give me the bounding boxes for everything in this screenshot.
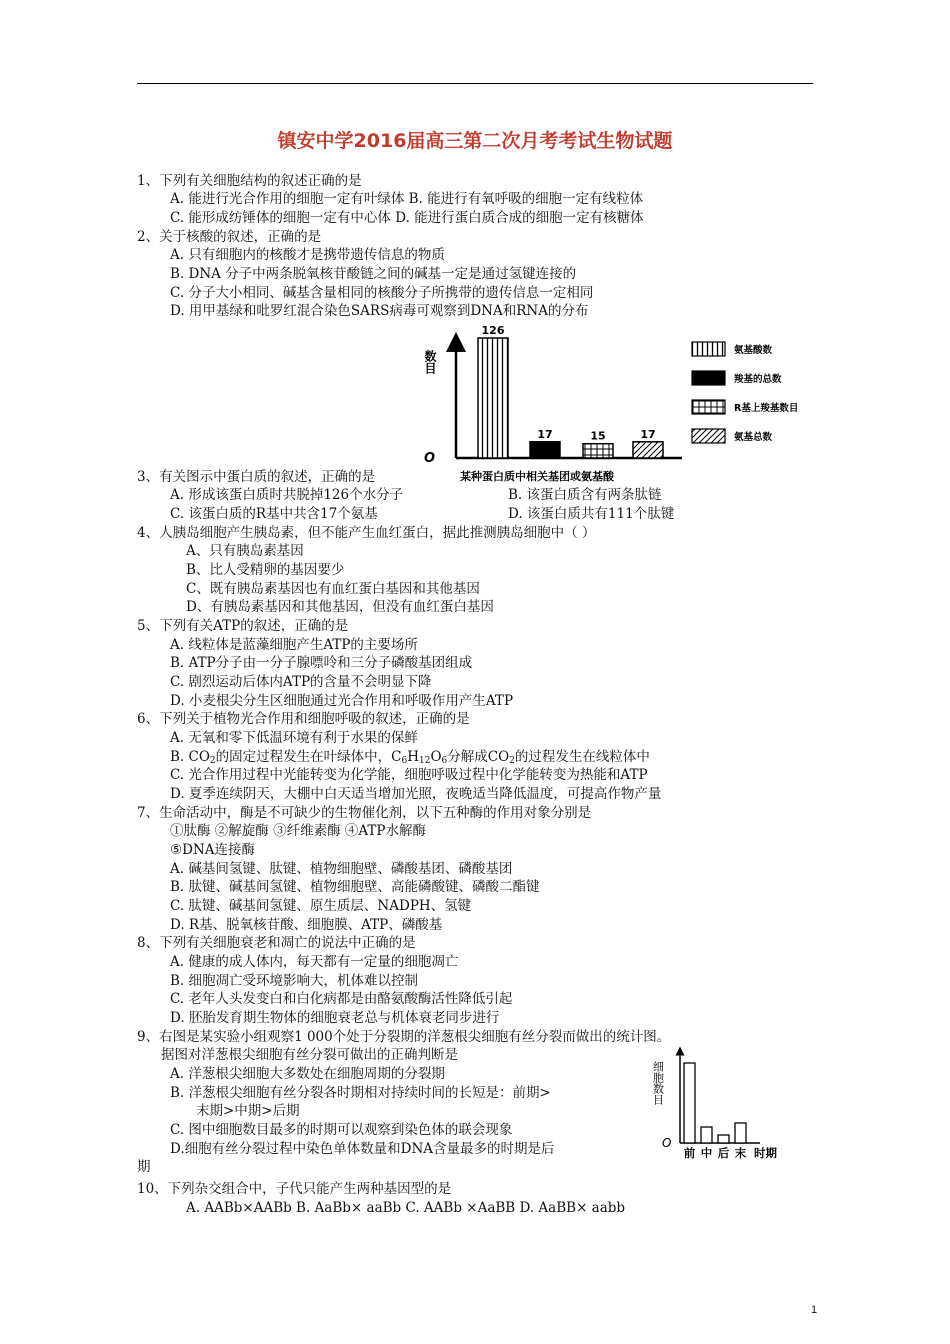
q4-option-b: B、比人受精卵的基因要少 (186, 562, 345, 578)
legend-swatch (692, 342, 725, 356)
q4-option-d: D、有胰岛素基因和其他基因，但没有血红蛋白基因 (186, 599, 494, 615)
bar-value-label: 17 (537, 427, 553, 441)
q5-option-d: D. 小麦根尖分生区细胞通过光合作用和呼吸作用产生ATP (170, 693, 514, 709)
q8-option-d: D. 胚胎发育期生物体的细胞衰老总与机体衰老同步进行 (170, 1010, 500, 1026)
q6-option-a: A. 无氧和零下低温环境有利于水果的保鲜 (170, 730, 418, 746)
q1-stem: 1、下列有关细胞结构的叙述正确的是 (137, 173, 362, 189)
mitosis-bar-chart (652, 1045, 787, 1160)
bar-2 (530, 442, 560, 458)
protein-bar-chart (420, 320, 825, 488)
q7-option-b: B. 肽键、碱基间氢键、植物细胞壁、高能磷酸键、磷酸二酯键 (170, 879, 540, 895)
q9-stem-line1: 9、右图是某实验小组观察1 000个处于分裂期的洋葱根尖细胞有丝分裂而做出的统计图。 (137, 1029, 671, 1045)
bar-4 (633, 442, 663, 458)
q9-option-a: A. 洋葱根尖细胞大多数处在细胞周期的分裂期 (170, 1066, 445, 1082)
legend-swatch (692, 400, 725, 414)
page-title: 镇安中学2016届高三第二次月考考试生物试题 (277, 130, 673, 152)
bar-4 (735, 1123, 746, 1143)
page-number: 1 (811, 1304, 818, 1316)
bar-2 (701, 1127, 712, 1143)
bar-value-label: 15 (590, 429, 606, 443)
q6-option-d: D. 夏季连续阴天，大棚中白天适当增加光照，夜晚适当降低温度，可提高作物产量 (170, 786, 662, 802)
q7-stem: 7、生命活动中，酶是不可缺少的生物催化剂，以下五种酶的作用对象分别是 (137, 805, 592, 821)
q7-option-a: A. 碱基间氢键、肽键、植物细胞壁、磷酸基团、磷酸基团 (170, 861, 513, 877)
q2-stem: 2、关于核酸的叙述，正确的是 (137, 229, 322, 245)
legend-label: R基上羧基数目 (734, 403, 799, 414)
q9-option-d-line1: D.细胞有丝分裂过程中染色单体数量和DNA含量最多的时期是后 (170, 1141, 555, 1157)
q6-option-b: B. $CO_2$的固定过程发生在叶绿体中，$C_6H_{12}O_6$分解成$CO_2$的过程发生在线粒体中 (170, 749, 650, 766)
q3-stem: 3、有关图示中蛋白质的叙述，正确的是 (137, 469, 376, 485)
q9-option-b-line1: B. 洋葱根尖细胞有丝分裂各时期相对持续时间的长短是：前期> (170, 1085, 551, 1101)
q7-option-d: D. R基、脱氧核苷酸、细胞膜、ATP、磷酸基 (170, 917, 443, 933)
q5-stem: 5、下列有关ATP的叙述，正确的是 (137, 618, 349, 634)
x-tick-label: 后 (717, 1146, 730, 1160)
q4-stem: 4、人胰岛细胞产生胰岛素，但不能产生血红蛋白，据此推测胰岛细胞中（ ） (137, 525, 596, 541)
bar-value-label: 126 (481, 324, 505, 337)
q7-enzymes-row2: ⑤DNA连接酶 (170, 842, 255, 858)
q3-option-b: B. 该蛋白质含有两条肽链 (508, 487, 662, 503)
q8-option-b: B. 细胞凋亡受环境影响大，机体难以控制 (170, 973, 419, 989)
q10-options: A. AABb×AABb B. AaBb× aaBb C. AABb ×AaBB D. AaBB× aabb (186, 1200, 626, 1216)
q1-options-row1: A. 能进行光合作用的细胞一定有叶绿体 B. 能进行有氧呼吸的细胞一定有线粒体 (170, 191, 644, 207)
legend-swatch (692, 429, 725, 443)
q5-option-b: B. ATP分子由一分子腺嘌呤和三分子磷酸基团组成 (170, 655, 473, 671)
q4-option-c: C、既有胰岛素基因也有血红蛋白基因和其他基因 (186, 581, 480, 597)
x-axis-label: 时期 (754, 1146, 777, 1160)
q9-option-b-line2: 末期>中期>后期 (196, 1103, 300, 1119)
x-tick-label: 中 (700, 1146, 713, 1160)
q2-option-b: B. DNA 分子中两条脱氧核苷酸链之间的碱基一定是通过氢键连接的 (170, 266, 577, 282)
origin-label: O (662, 1136, 672, 1150)
y-axis-label: 细胞数目 (652, 1061, 665, 1105)
header-rule (137, 83, 813, 84)
q7-enzymes-row1: ①肽酶 ②解旋酶 ③纤维素酶 ④ATP水解酶 (170, 823, 426, 839)
y-axis-label: 数目 (423, 350, 437, 374)
q8-option-a: A. 健康的成人体内，每天都有一定量的细胞凋亡 (170, 954, 459, 970)
q3-option-c: C. 该蛋白质的R基中共含17个氨基 (170, 506, 378, 522)
bar-3 (583, 444, 613, 458)
legend-label: 羧基的总数 (734, 374, 782, 385)
q2-option-a: A. 只有细胞内的核酸才是携带遗传信息的物质 (170, 247, 445, 263)
q9-option-d-line2: 期 (137, 1159, 151, 1175)
x-axis-label: 某种蛋白质中相关基团或氨基酸 (460, 470, 614, 483)
legend-swatch (692, 371, 725, 385)
q2-option-c: C. 分子大小相同、碱基含量相同的核酸分子所携带的遗传信息一定相同 (170, 285, 594, 301)
bar-1 (684, 1063, 695, 1143)
q10-stem: 10、下列杂交组合中，子代只能产生两种基因型的是 (137, 1181, 452, 1197)
origin-label: O (424, 451, 436, 466)
q3-option-d: D. 该蛋白质共有111个肽键 (508, 506, 675, 522)
q4-option-a: A、只有胰岛素基因 (186, 543, 304, 559)
bar-3 (718, 1135, 729, 1143)
bar-value-label: 17 (640, 427, 656, 441)
q1-options-row2: C. 能形成纺锤体的细胞一定有中心体 D. 能进行蛋白质合成的细胞一定有核糖体 (170, 210, 644, 226)
q9-stem-line2: 据图对洋葱根尖细胞有丝分裂可做出的正确判断是 (161, 1047, 458, 1063)
x-tick-label: 前 (683, 1146, 696, 1160)
legend-label: 氨基总数 (734, 432, 773, 443)
legend-label: 氨基酸数 (734, 345, 773, 356)
q9-option-c: C. 图中细胞数目最多的时期可以观察到染色体的联会现象 (170, 1122, 513, 1138)
q5-option-a: A. 线粒体是蓝藻细胞产生ATP的主要场所 (170, 637, 418, 653)
q2-option-d: D. 用甲基绿和吡罗红混合染色SARS病毒可观察到DNA和RNA的分布 (170, 303, 589, 319)
q8-option-c: C. 老年人头发变白和白化病都是由酪氨酸酶活性降低引起 (170, 991, 513, 1007)
q5-option-c: C. 剧烈运动后体内ATP的含量不会明显下降 (170, 674, 432, 690)
q6-stem: 6、下列关于植物光合作用和细胞呼吸的叙述，正确的是 (137, 711, 470, 727)
q8-stem: 8、下列有关细胞衰老和凋亡的说法中正确的是 (137, 935, 416, 951)
x-tick-label: 末 (734, 1146, 747, 1160)
q3-option-a: A. 形成该蛋白质时共脱掉126个水分子 (170, 487, 404, 503)
bar-1 (478, 338, 508, 458)
q7-option-c: C. 肽键、碱基间氢键、原生质层、NADPH、氢键 (170, 898, 472, 914)
q6-option-c: C. 光合作用过程中光能转变为化学能，细胞呼吸过程中化学能转变为热能和ATP (170, 767, 648, 783)
